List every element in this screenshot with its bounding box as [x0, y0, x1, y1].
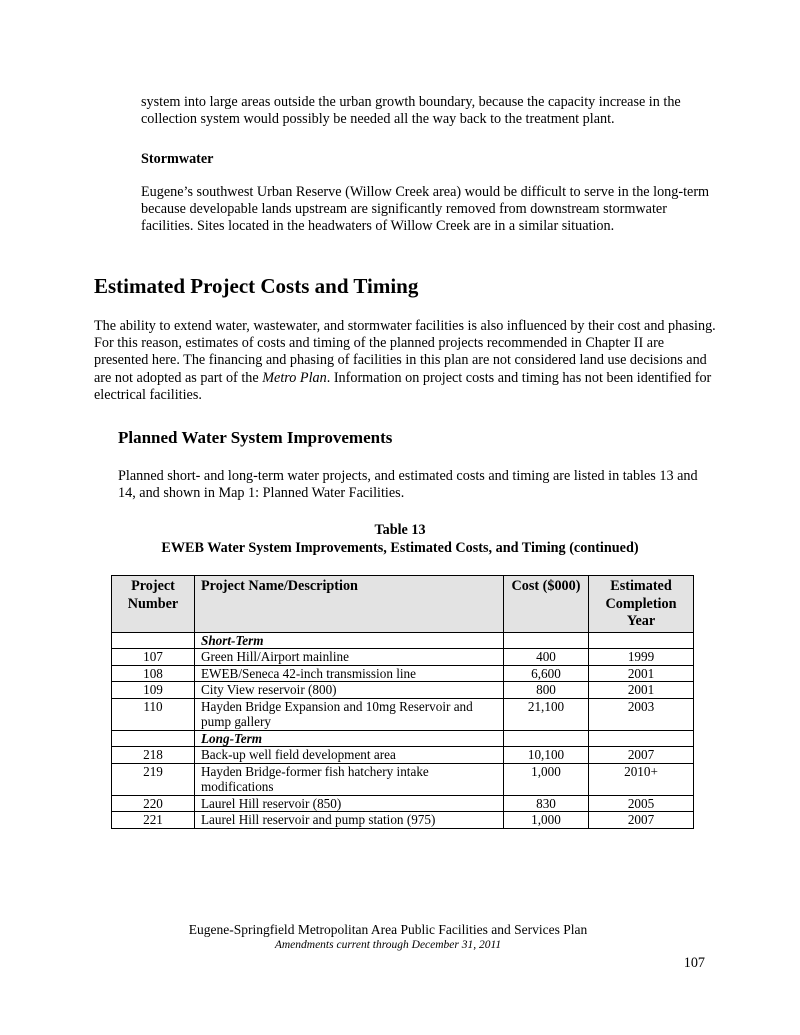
stormwater-heading: Stormwater — [141, 151, 214, 167]
project-year: 2003 — [589, 698, 694, 730]
group-row-long-term — [112, 730, 694, 747]
project-cost: 400 — [504, 649, 589, 666]
project-year: 2001 — [589, 682, 694, 699]
project-cost: 800 — [504, 682, 589, 699]
page-number: 107 — [683, 955, 705, 971]
project-cost: 1,000 — [504, 763, 589, 795]
project-name: City View reservoir (800) — [195, 682, 504, 699]
project-number: 107 — [112, 649, 195, 666]
project-cost: 1,000 — [504, 812, 589, 829]
project-name: Laurel Hill reservoir and pump station (975) — [195, 812, 504, 829]
project-cost: 10,100 — [504, 747, 589, 764]
project-cost: 830 — [504, 795, 589, 812]
project-name: Hayden Bridge-former fish hatchery intake modifications — [195, 763, 504, 795]
project-year: 2001 — [589, 665, 694, 682]
project-name: Hayden Bridge Expansion and 10mg Reservoir and pump gallery — [195, 698, 504, 730]
header-completion-year: Estimated Completion Year — [589, 576, 694, 633]
group-row-short-term — [112, 632, 694, 649]
project-number: 110 — [112, 698, 195, 730]
table-row — [112, 682, 694, 699]
project-year: 2007 — [589, 812, 694, 829]
table-row — [112, 698, 694, 730]
project-number: 218 — [112, 747, 195, 764]
project-name: EWEB/Seneca 42-inch transmission line — [195, 665, 504, 682]
table-header-row — [112, 576, 694, 633]
project-number: 221 — [112, 812, 195, 829]
project-name: Green Hill/Airport mainline — [195, 649, 504, 666]
table-row — [112, 812, 694, 829]
header-project-name: Project Name/Description — [195, 576, 504, 633]
continuation-paragraph: system into large areas outside the urban growth boundary, because the capacity increase in the collection system would possibly be needed all the way back to the treatment plant. — [141, 94, 681, 128]
table-row — [112, 747, 694, 764]
project-year: 2010+ — [589, 763, 694, 795]
footer-subtitle: Amendments current through December 31, 2011 — [274, 939, 502, 951]
costs-paragraph — [94, 318, 716, 404]
header-cost: Cost ($000) — [504, 576, 589, 633]
water-projects-paragraph: Planned short- and long-term water projects, and estimated costs and timing are listed in tables 13 and 14, and shown in Map 1: Planned Water Facilities. — [118, 468, 698, 502]
project-year: 2005 — [589, 795, 694, 812]
project-number: 108 — [112, 665, 195, 682]
table-row — [112, 665, 694, 682]
subsection-heading: Planned Water System Improvements — [118, 428, 393, 447]
table-row — [112, 763, 694, 795]
project-name: Laurel Hill reservoir (850) — [195, 795, 504, 812]
metro-plan-title: Metro Plan — [262, 369, 327, 386]
project-cost: 21,100 — [504, 698, 589, 730]
improvements-table — [111, 575, 694, 829]
project-year: 2007 — [589, 747, 694, 764]
project-number: 109 — [112, 682, 195, 699]
project-cost: 6,600 — [504, 665, 589, 682]
table-row — [112, 649, 694, 666]
project-number: 220 — [112, 795, 195, 812]
group-label: Long-Term — [195, 730, 504, 747]
section-heading: Estimated Project Costs and Timing — [94, 274, 419, 298]
costs-paragraph-part1: The ability to extend water, wastewater, and stormwater facilities is also influenced by their cost and phasing. For this reason, estimates of costs and timing of the planned projects recommended in Chapter II are presented here. The financing and phasing of facilities in this plan are not considered land use decisions and are not adopted as part of the — [94, 318, 716, 386]
project-number: 219 — [112, 763, 195, 795]
table-label: Table 13 — [374, 522, 426, 538]
project-year: 1999 — [589, 649, 694, 666]
footer-title: Eugene-Springfield Metropolitan Area Public Facilities and Services Plan — [188, 922, 588, 937]
project-name: Back-up well field development area — [195, 747, 504, 764]
table-title: EWEB Water System Improvements, Estimated Costs, and Timing (continued) — [161, 539, 639, 556]
header-project-number: Project Number — [112, 576, 195, 633]
costs-paragraph-part2: . Information on project costs and timing has not been identified for electrical facilities. — [94, 369, 712, 403]
table-row — [112, 795, 694, 812]
stormwater-paragraph: Eugene’s southwest Urban Reserve (Willow Creek area) would be difficult to serve in the long-term because developable lands upstream are significantly removed from downstream stormwater facilities. Sites located in the headwaters of Willow Creek are in a similar situation. — [141, 184, 710, 235]
group-label: Short-Term — [195, 632, 504, 649]
table-caption — [100, 522, 700, 557]
